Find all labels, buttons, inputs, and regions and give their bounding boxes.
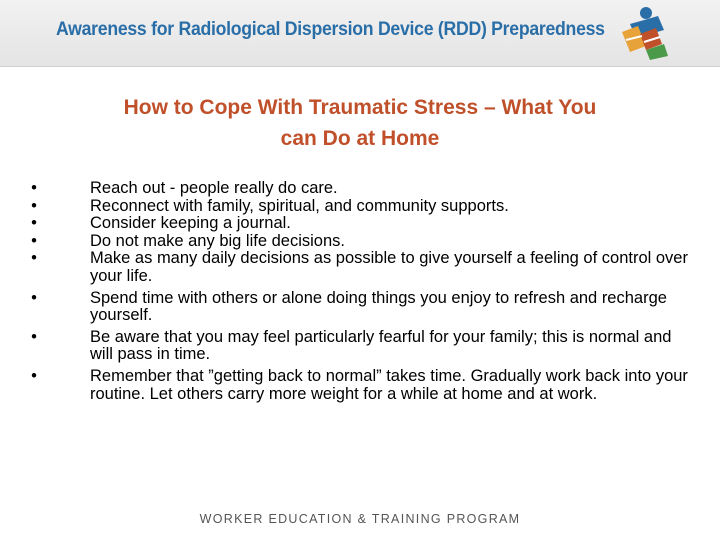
bullet-text: Consider keeping a journal.: [90, 214, 291, 233]
bullet-glyph: •: [31, 327, 37, 346]
list-item: [28, 290, 688, 325]
list-item: [28, 368, 688, 403]
bullet-glyph: •: [31, 288, 37, 307]
bullet-text: Reconnect with family, spiritual, and community supports.: [90, 196, 509, 215]
list-item: [28, 233, 688, 251]
bullet-glyph: •: [31, 214, 37, 233]
header-title: Awareness for Radiological Dispersion Device (RDD) Preparedness: [56, 19, 605, 40]
slide-title: [40, 92, 680, 154]
bullet-glyph: •: [31, 196, 37, 215]
bullet-glyph: •: [31, 231, 37, 250]
bullet-text: Remember that ”getting back to normal” takes time. Gradually work back into your routine. Let others carry more weight for a while at home and at work.: [90, 366, 688, 403]
bullet-glyph: •: [31, 366, 37, 385]
bullet-list: [28, 180, 688, 403]
bullet-text: Do not make any big life decisions.: [90, 231, 345, 250]
header-banner: [0, 0, 720, 67]
worker-program-logo-icon: [616, 4, 672, 62]
list-item: [28, 329, 688, 364]
bullet-text: Reach out - people really do care.: [90, 179, 338, 197]
footer-program-name: WORKER EDUCATION & TRAINING PROGRAM: [199, 512, 521, 526]
list-item: [28, 180, 688, 198]
bullet-text: Be aware that you may feel particularly fearful for your family; this is normal and will pass in time.: [90, 327, 672, 364]
list-item: [28, 215, 688, 233]
slide-title-line-1: How to Cope With Traumatic Stress – What You: [123, 96, 597, 119]
bullet-text: Spend time with others or alone doing things you enjoy to refresh and recharge yourself.: [90, 288, 667, 325]
list-item: [28, 198, 688, 216]
bullet-glyph: •: [31, 249, 37, 268]
slide-title-line-2: can Do at Home: [280, 127, 440, 150]
bullet-text: Make as many daily decisions as possible to give yourself a feeling of control over your life.: [90, 249, 688, 285]
list-item: [28, 250, 688, 285]
bullet-glyph: •: [31, 179, 37, 197]
